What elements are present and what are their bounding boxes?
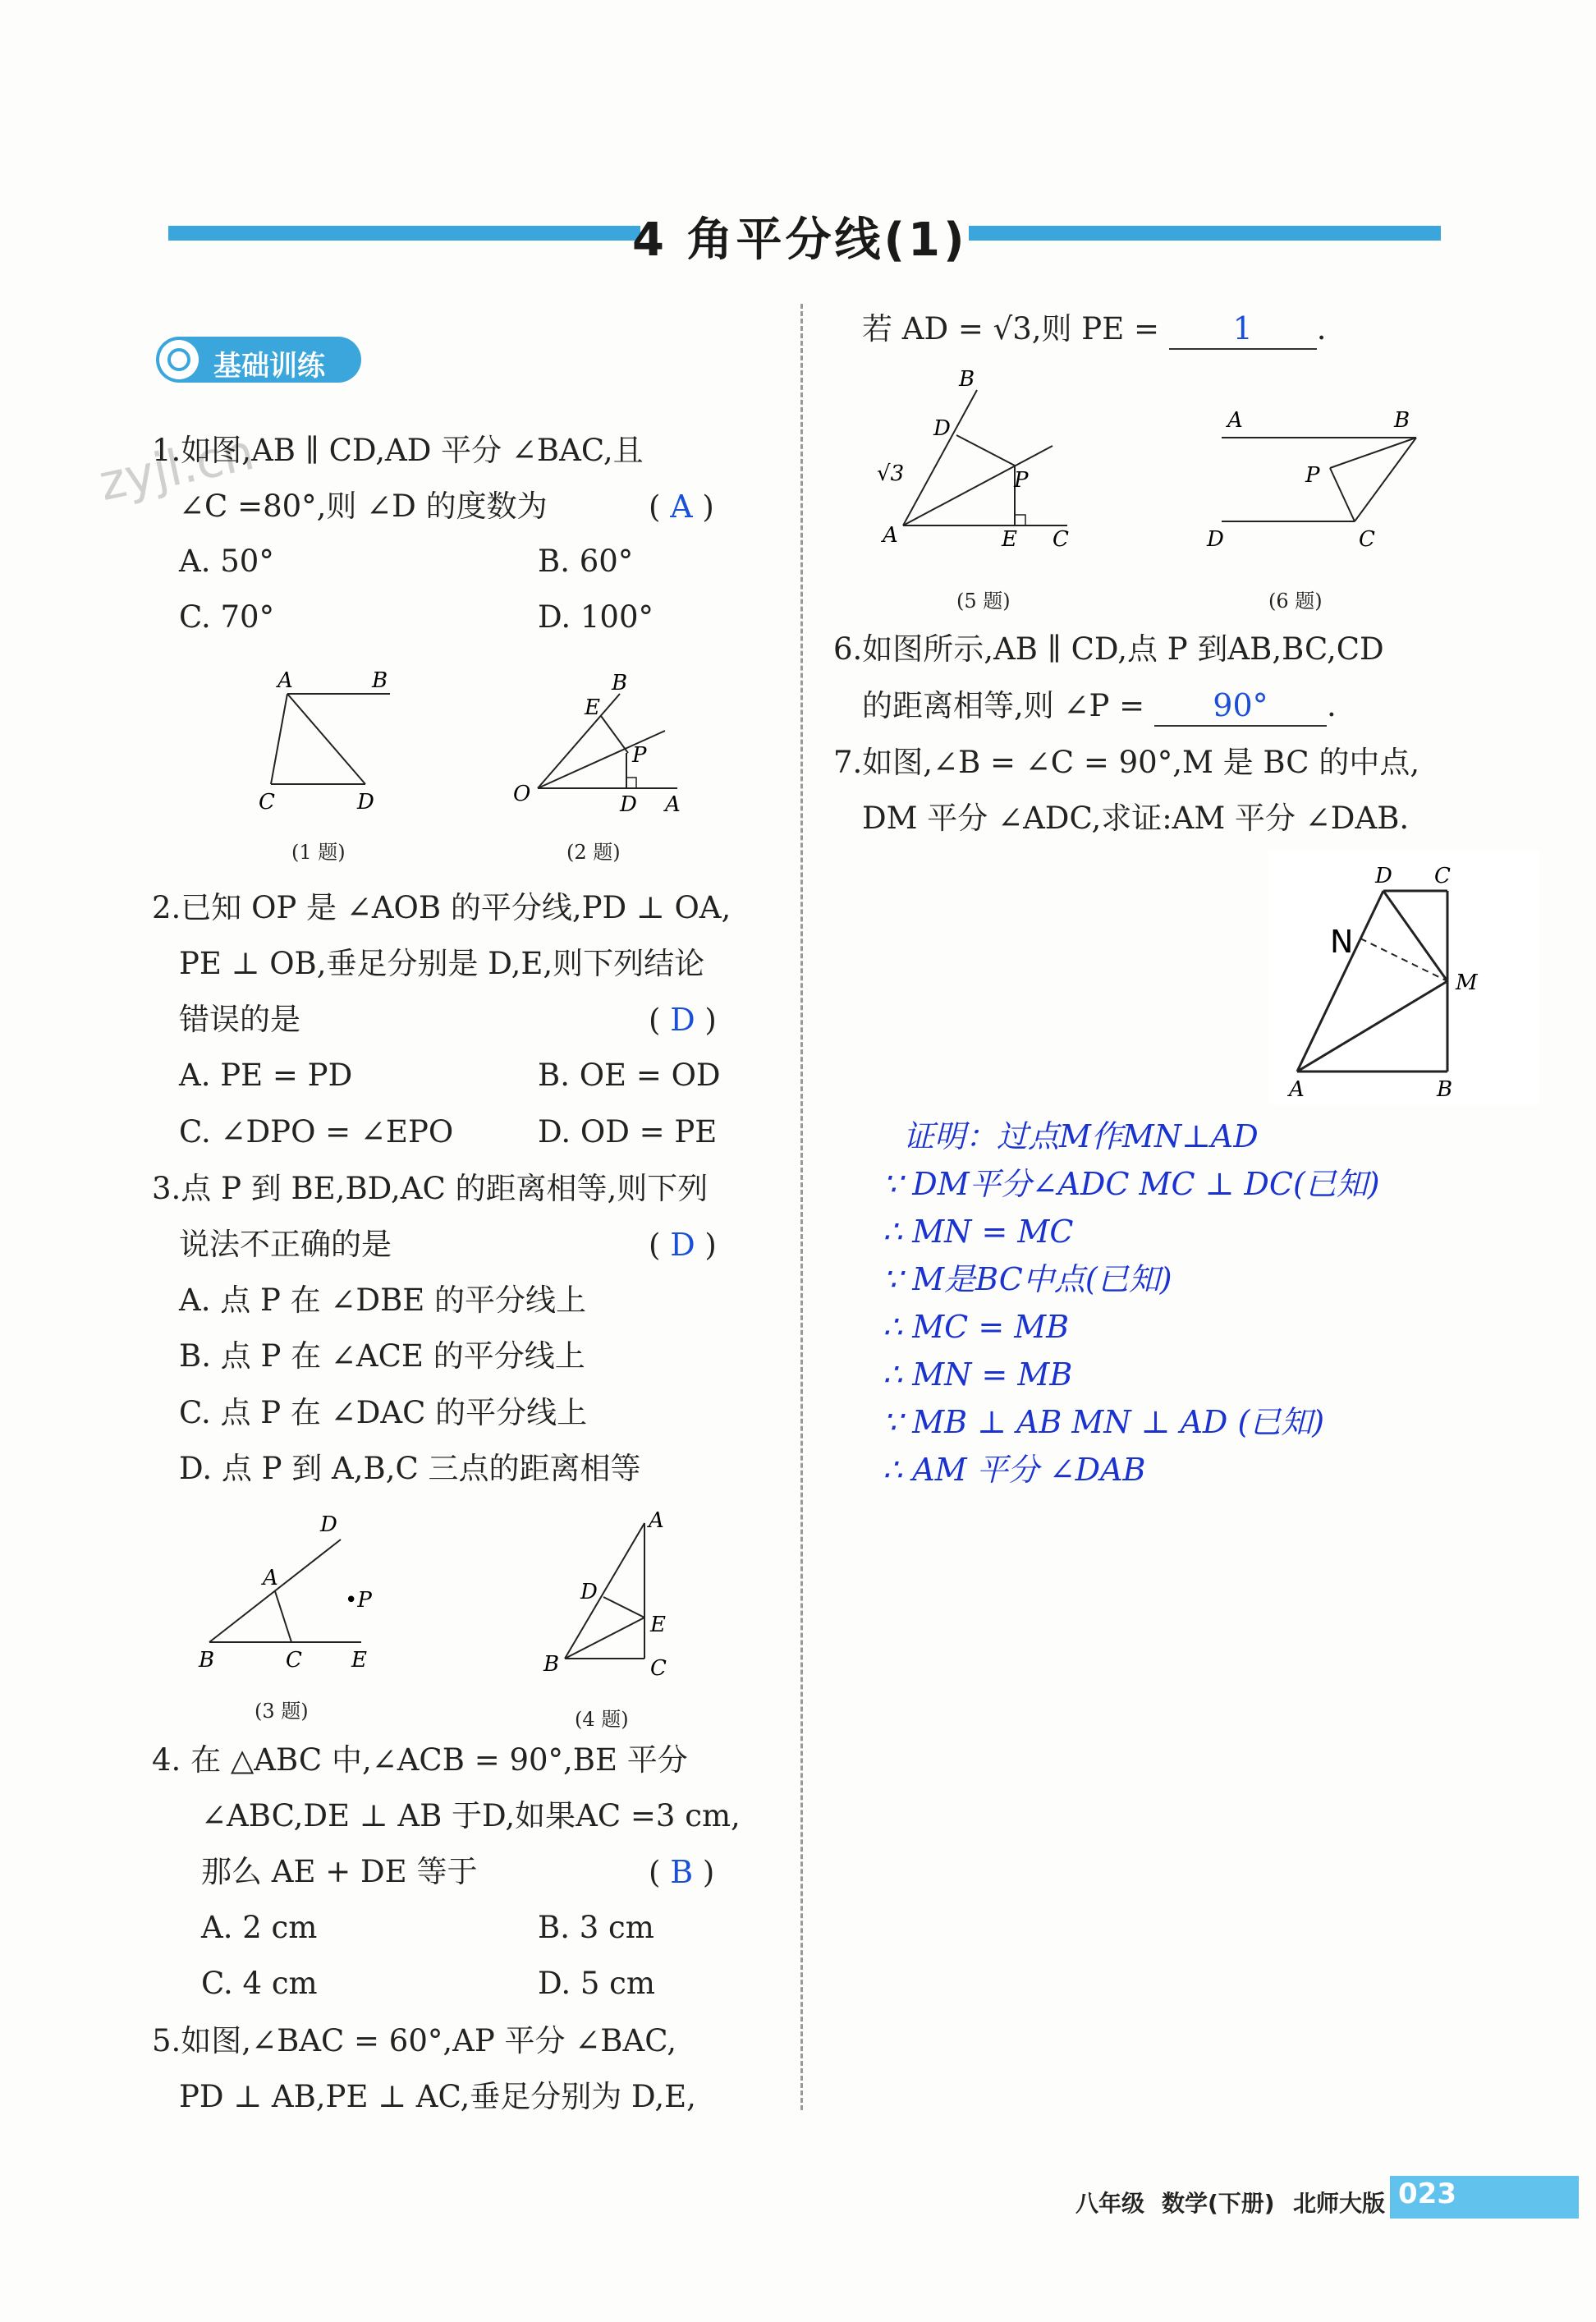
q4-option-b: B. 3 cm <box>538 1910 654 1945</box>
q3-answer: ( D ) <box>649 1227 717 1263</box>
svg-text:N: N <box>1330 924 1354 960</box>
svg-text:E: E <box>1002 527 1017 552</box>
q3-line2: 说法不正确的是 <box>179 1227 392 1262</box>
q4-line1: 4. 在 △ABC 中,∠ACB = 90°,BE 平分 <box>152 1742 688 1778</box>
svg-text:D: D <box>1207 527 1224 552</box>
section-badge: 基础训练 <box>156 337 361 383</box>
svg-text:C: C <box>286 1648 302 1673</box>
q4-line2: ∠ABC,DE ⊥ AB 于D,如果AC =3 cm, <box>201 1798 741 1833</box>
fig1-label-d: D <box>357 790 374 815</box>
q2-option-d: D. OD = PE <box>538 1114 718 1150</box>
figure-3 <box>189 1507 394 1679</box>
page-title: 4 角平分线(1) <box>632 213 968 267</box>
svg-text:B: B <box>1394 408 1410 433</box>
proof-line-3: ∴ MN = MC <box>883 1214 1074 1250</box>
svg-text:A: A <box>1289 1077 1305 1102</box>
q1-line1: 1.如图,AB ∥ CD,AD 平分 ∠BAC,且 <box>152 433 644 468</box>
q2-option-c: C. ∠DPO = ∠EPO <box>179 1114 454 1150</box>
q2-line1: 2.已知 OP 是 ∠AOB 的平分线,PD ⊥ OA, <box>152 890 732 925</box>
title-bar-right <box>969 226 1441 241</box>
fig1-label-c: C <box>259 790 275 815</box>
proof-line-8: ∴ AM 平分 ∠DAB <box>883 1452 1146 1488</box>
q7-line1: 7.如图,∠B = ∠C = 90°,M 是 BC 的中点, <box>833 745 1420 780</box>
svg-text:M: M <box>1456 971 1478 995</box>
figure-7 <box>1268 850 1539 1104</box>
proof-line-6: ∴ MN = MB <box>883 1356 1073 1393</box>
q4-option-c: C. 4 cm <box>201 1966 318 2001</box>
svg-text:A: A <box>883 523 898 548</box>
svg-text:C: C <box>1434 864 1451 888</box>
svg-text:C: C <box>1359 527 1375 552</box>
fig1-label-a: A <box>277 668 293 693</box>
fig3-caption: (3 题) <box>255 1700 309 1723</box>
fig5-caption: (5 题) <box>956 590 1011 613</box>
q2-line3: 错误的是 <box>179 1002 300 1037</box>
figure-2 <box>505 665 694 821</box>
fig4-caption: (4 题) <box>575 1708 629 1731</box>
svg-text:D: D <box>933 416 951 441</box>
svg-text:P: P <box>1014 468 1029 493</box>
fig2-caption: (2 题) <box>566 841 621 864</box>
q1-answer: ( A ) <box>649 489 714 525</box>
svg-text:D: D <box>1375 864 1392 888</box>
svg-text:B: B <box>959 367 975 392</box>
svg-text:A: A <box>263 1566 278 1590</box>
svg-text:D: D <box>620 792 637 817</box>
target-icon <box>159 340 199 379</box>
svg-text:P: P <box>632 743 647 768</box>
svg-text:C: C <box>1053 527 1069 552</box>
svg-text:D: D <box>580 1580 598 1604</box>
q1-line2: ∠C =80°,则 ∠D 的度数为 <box>179 489 548 524</box>
svg-text:D: D <box>320 1512 337 1537</box>
q6-line2: 的距离相等,则 ∠P = 90° . <box>862 686 1337 727</box>
proof-line-4: ∵ M是BC中点(已知) <box>883 1261 1172 1297</box>
proof-line-2: ∵ DM平分∠ADC MC ⊥ DC(已知) <box>883 1166 1380 1202</box>
q2-option-b: B. OE = OD <box>538 1058 721 1093</box>
proof-line-1: 证明：过点M作MN⊥AD <box>903 1118 1259 1154</box>
q6-line1: 6.如图所示,AB ∥ CD,点 P 到AB,BC,CD <box>833 631 1384 667</box>
svg-text:B: B <box>199 1648 215 1673</box>
q3-option-c: C. 点 P 在 ∠DAC 的平分线上 <box>179 1395 588 1430</box>
svg-text:A: A <box>1227 408 1243 433</box>
title-bar-left <box>168 226 640 241</box>
svg-text:E: E <box>585 695 600 720</box>
q4-answer: ( B ) <box>649 1854 715 1890</box>
q2-answer: ( D ) <box>649 1002 717 1038</box>
svg-text:√3: √3 <box>877 461 905 486</box>
svg-text:C: C <box>650 1656 667 1679</box>
fig1-label-b: B <box>372 668 388 693</box>
q1-option-b: B. 60° <box>538 544 634 579</box>
q1-option-a: A. 50° <box>179 544 274 579</box>
svg-text:•P: •P <box>345 1588 372 1613</box>
q4-line3: 那么 AE + DE 等于 <box>201 1854 478 1889</box>
q3-option-d: D. 点 P 到 A,B,C 三点的距离相等 <box>179 1451 641 1486</box>
column-divider <box>800 304 803 2110</box>
q4-option-d: D. 5 cm <box>538 1966 655 2001</box>
footer-edition: 北师大版 <box>1293 2190 1386 2217</box>
q7-line2: DM 平分 ∠ADC,求证:AM 平分 ∠DAB. <box>862 801 1410 836</box>
svg-text:P: P <box>1305 463 1320 488</box>
figure-6 <box>1199 402 1420 558</box>
svg-text:A: A <box>649 1508 664 1533</box>
proof-line-7: ∵ MB ⊥ AB MN ⊥ AD (已知) <box>883 1404 1325 1440</box>
footer-subject: 数学(下册) <box>1162 2190 1275 2217</box>
q5-line1: 5.如图,∠BAC = 60°,AP 平分 ∠BAC, <box>152 2023 676 2058</box>
proof-line-5: ∴ MC = MB <box>883 1309 1070 1345</box>
q2-line2: PE ⊥ OB,垂足分别是 D,E,则下列结论 <box>179 946 705 981</box>
svg-text:B: B <box>543 1652 560 1677</box>
figure-4 <box>534 1507 698 1679</box>
q4-option-a: A. 2 cm <box>201 1910 318 1945</box>
svg-text:B: B <box>612 671 628 695</box>
watermark: zyjl.cn <box>94 423 259 513</box>
svg-text:B: B <box>1437 1077 1453 1102</box>
q1-option-d: D. 100° <box>538 599 654 635</box>
svg-text:E: E <box>351 1648 367 1673</box>
page-number: 023 <box>1398 2177 1456 2210</box>
q5-continued: 若 AD = √3,则 PE = 1 . <box>862 309 1327 350</box>
q1-option-c: C. 70° <box>179 599 275 635</box>
fig6-caption: (6 题) <box>1268 590 1323 613</box>
svg-text:A: A <box>665 792 681 817</box>
figure-1 <box>246 665 419 821</box>
svg-text:E: E <box>650 1613 666 1637</box>
q5-line2: PD ⊥ AB,PE ⊥ AC,垂足分别为 D,E, <box>179 2079 696 2114</box>
q3-line1: 3.点 P 到 BE,BD,AC 的距离相等,则下列 <box>152 1171 709 1206</box>
footer-grade: 八年级 <box>1075 2190 1145 2217</box>
svg-text:O: O <box>513 782 531 806</box>
q2-option-a: A. PE = PD <box>179 1058 353 1093</box>
q3-option-a: A. 点 P 在 ∠DBE 的平分线上 <box>179 1283 587 1318</box>
fig1-caption: (1 题) <box>291 841 346 864</box>
figure-5 <box>870 365 1084 554</box>
q3-option-b: B. 点 P 在 ∠ACE 的平分线上 <box>179 1338 585 1374</box>
